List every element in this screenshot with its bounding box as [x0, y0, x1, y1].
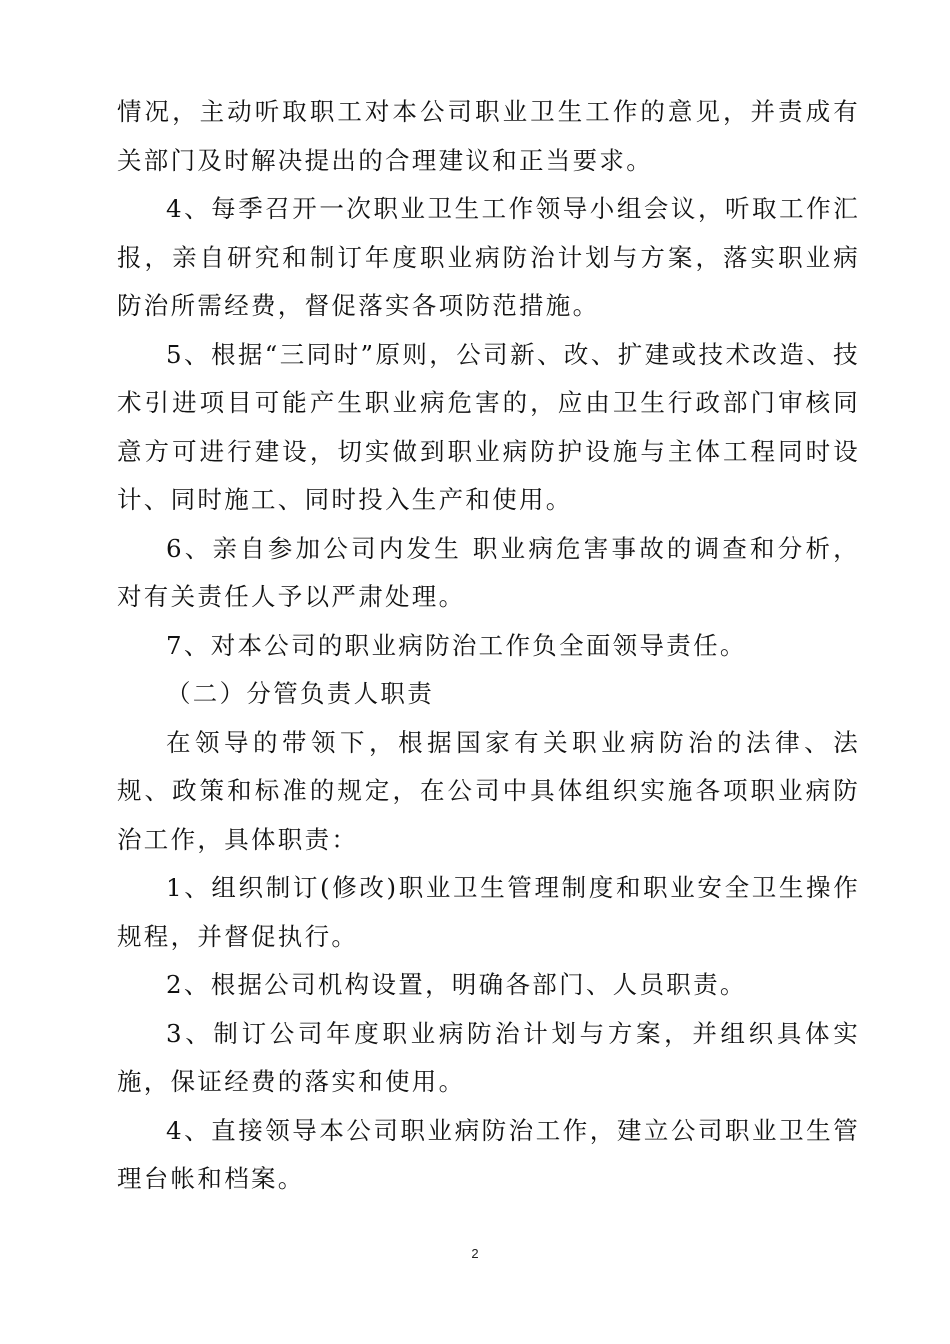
document-body: [117, 88, 860, 1204]
paragraph-intro: 在领导的带领下，根据国家有关职业病防治的法律、法规、政策和标准的规定，在公司中具体组织实施各项职业病防治工作，具体职责：: [117, 727, 860, 854]
paragraph-duty-2: 2、根据公司机构设置，明确各部门、人员职责。: [166, 970, 747, 999]
paragraph-duty-1: 1、组织制订(修改)职业卫生管理制度和职业安全卫生操作规程，并督促执行。: [117, 873, 860, 951]
paragraph-item-4: 4、每季召开一次职业卫生工作领导小组会议，听取工作汇报，亲自研究和制订年度职业病防治计划与方案，落实职业病防治所需经费，督促落实各项防范措施。: [117, 194, 860, 320]
paragraph-item-6: 6、亲自参加公司内发生 职业病危害事故的调查和分析，对有关责任人予以严肃处理。: [117, 533, 860, 611]
paragraph-item-7: 7、对本公司的职业病防治工作负全面领导责任。: [166, 630, 747, 660]
paragraph-duty-3: 3、制订公司年度职业病防治计划与方案，并组织具体实施，保证经费的落实和使用。: [117, 1018, 860, 1096]
paragraph-continuation: 情况，主动听取职工对本公司职业卫生工作的意见，并责成有关部门及时解决提出的合理建议和正当要求。: [117, 97, 860, 175]
page-number: 2: [471, 1246, 479, 1261]
paragraph-duty-4: 4、直接领导本公司职业病防治工作，建立公司职业卫生管理台帐和档案。: [117, 1115, 860, 1193]
section-heading: （二）分管负责人职责: [166, 679, 434, 708]
paragraph-item-5: 5、根据“三同时”原则，公司新、改、扩建或技术改造、技术引进项目可能产生职业病危害的，应由卫生行政部门审核同意方可进行建设，切实做到职业病防护设施与主体工程同时设计、同时施工、同时投入生产和使用。: [117, 339, 860, 514]
